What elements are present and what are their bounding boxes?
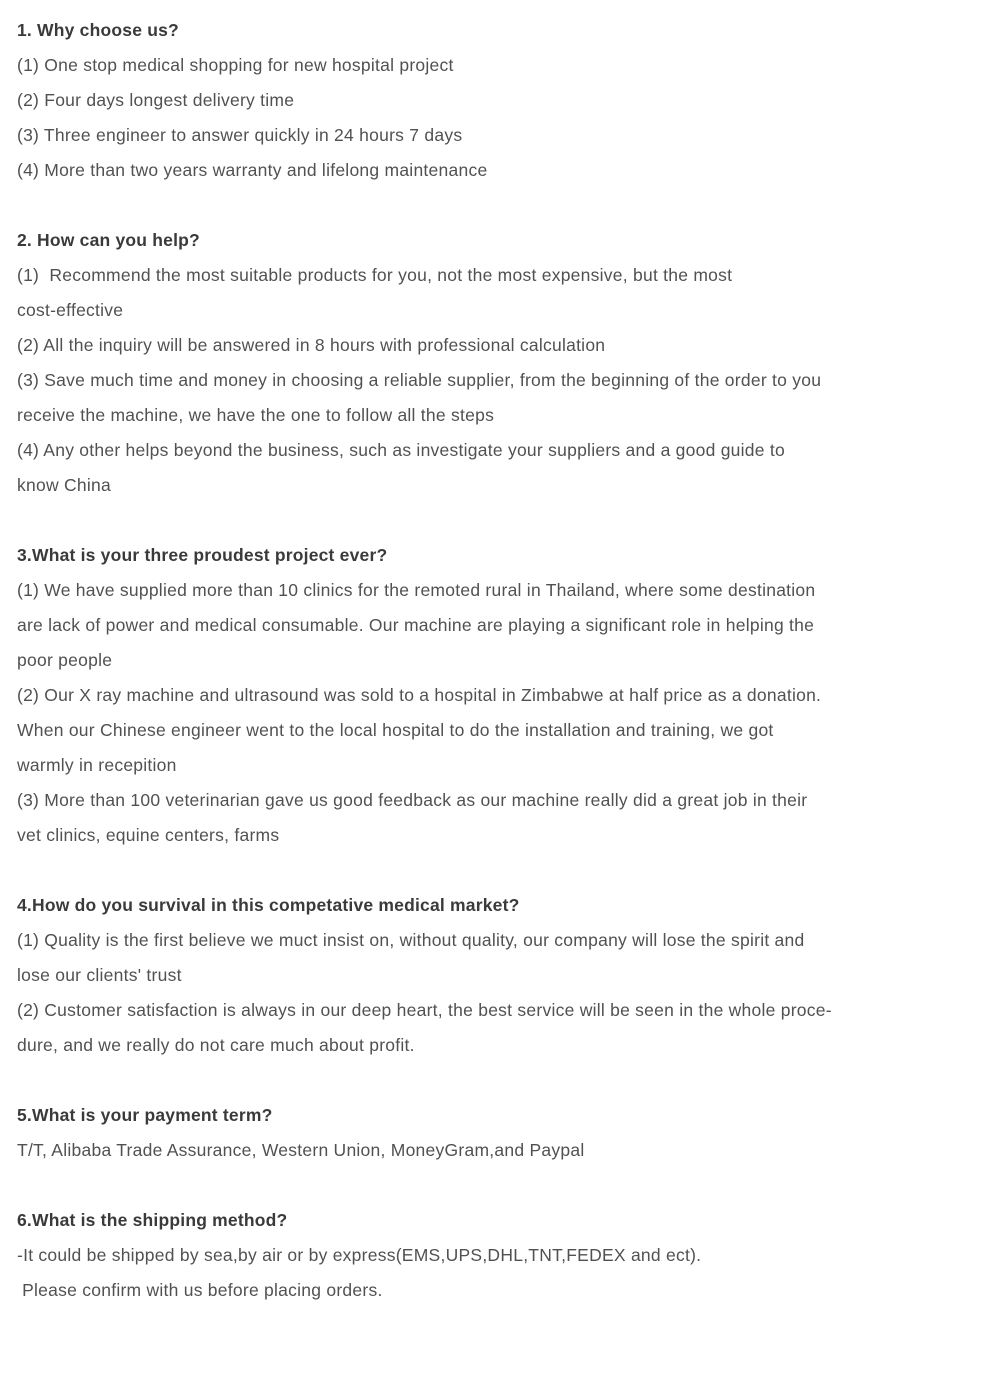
- faq-section-competitive-market: [17, 888, 980, 1063]
- faq-line: (2) Four days longest delivery time: [17, 90, 295, 110]
- faq-line: (3) Save much time and money in choosing a reliable supplier, from the beginning of the order to you: [17, 370, 822, 390]
- faq-question-heading: 2. How can you help?: [17, 230, 200, 250]
- faq-line: (4) More than two years warranty and lifelong maintenance: [17, 160, 488, 180]
- faq-section-shipping-method: [17, 1203, 980, 1308]
- faq-line: cost-effective: [17, 300, 124, 320]
- faq-line: T/T, Alibaba Trade Assurance, Western Union, MoneyGram,and Paypal: [17, 1140, 585, 1160]
- faq-line: are lack of power and medical consumable. Our machine are playing a significant role in helping the: [17, 615, 815, 635]
- faq-section-how-can-you-help: [17, 223, 980, 503]
- faq-line: Please confirm with us before placing orders.: [17, 1280, 383, 1300]
- faq-question-heading: 3.What is your three proudest project ever?: [17, 545, 388, 565]
- faq-section-payment-term: [17, 1098, 980, 1168]
- faq-section-proudest-project: [17, 538, 980, 853]
- faq-question-heading: 5.What is your payment term?: [17, 1105, 273, 1125]
- faq-line: dure, and we really do not care much about profit.: [17, 1035, 415, 1055]
- faq-line: (3) More than 100 veterinarian gave us good feedback as our machine really did a great job in their: [17, 790, 808, 810]
- faq-line: (2) Our X ray machine and ultrasound was sold to a hospital in Zimbabwe at half price as a donation.: [17, 685, 822, 705]
- faq-line: warmly in recepition: [17, 755, 177, 775]
- faq-line: (1) Quality is the first believe we muct insist on, without quality, our company will lose the spirit and: [17, 930, 805, 950]
- faq-line: know China: [17, 475, 111, 495]
- faq-line: lose our clients' trust: [17, 965, 182, 985]
- faq-line: (2) All the inquiry will be answered in 8 hours with professional calculation: [17, 335, 606, 355]
- faq-question-heading: 6.What is the shipping method?: [17, 1210, 288, 1230]
- faq-line: poor people: [17, 650, 113, 670]
- faq-section-why-choose-us: [17, 13, 980, 188]
- faq-line: -It could be shipped by sea,by air or by express(EMS,UPS,DHL,TNT,FEDEX and ect).: [17, 1245, 702, 1265]
- faq-line: receive the machine, we have the one to follow all the steps: [17, 405, 495, 425]
- faq-line: (3) Three engineer to answer quickly in 24 hours 7 days: [17, 125, 463, 145]
- faq-question-heading: 4.How do you survival in this competative medical market?: [17, 895, 520, 915]
- faq-question-heading: 1. Why choose us?: [17, 20, 179, 40]
- faq-line: vet clinics, equine centers, farms: [17, 825, 280, 845]
- faq-line: When our Chinese engineer went to the local hospital to do the installation and training, we got: [17, 720, 774, 740]
- faq-line: (1) One stop medical shopping for new hospital project: [17, 55, 454, 75]
- faq-line: (1) Recommend the most suitable products for you, not the most expensive, but the most: [17, 265, 733, 285]
- faq-line: (1) We have supplied more than 10 clinics for the remoted rural in Thailand, where some destination: [17, 580, 816, 600]
- faq-line: (4) Any other helps beyond the business, such as investigate your suppliers and a good guide to: [17, 440, 785, 460]
- faq-line: (2) Customer satisfaction is always in our deep heart, the best service will be seen in the whole proce-: [17, 1000, 832, 1020]
